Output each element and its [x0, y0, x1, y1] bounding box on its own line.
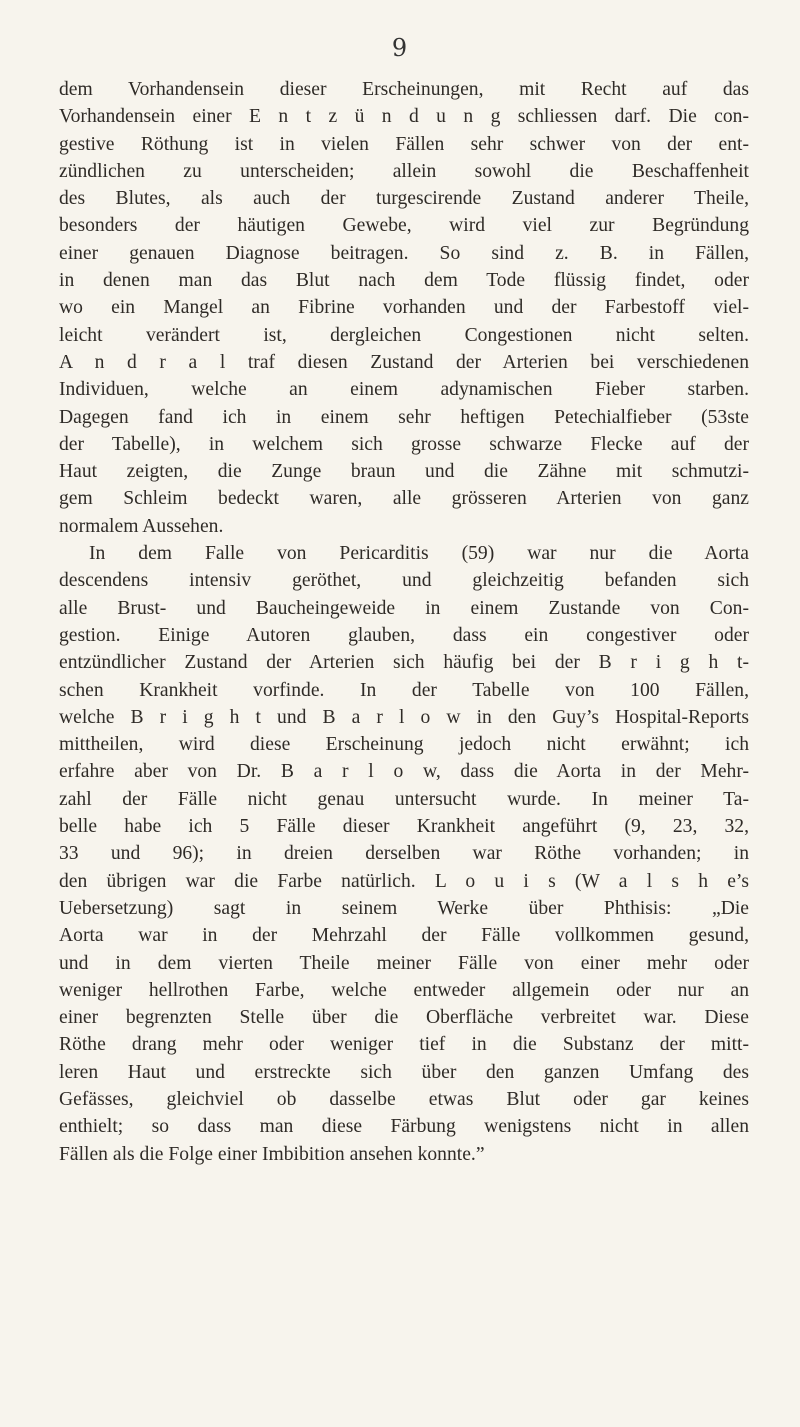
text-line: enthielt; so dass man diese Färbung wenigstens nicht in allen — [59, 1116, 749, 1138]
text-line: Dagegen fand ich in einem sehr heftigen Petechialfieber (53ste — [59, 406, 749, 428]
text-line: mittheilen, wird diese Erscheinung jedoch nicht erwähnt; ich — [59, 734, 749, 756]
text-line: zündlichen zu unterscheiden; allein sowohl die Beschaffenheit — [59, 160, 749, 182]
text-line: wo ein Mangel an Fibrine vorhanden und der Farbestoff viel- — [59, 297, 749, 319]
text-line: weniger hellrothen Farbe, welche entweder allgemein oder nur an — [59, 979, 749, 1001]
text-line: Individuen, welche an einem adynamischen Fieber starben. — [59, 379, 749, 401]
text-line: erfahre aber von Dr. B a r l o w, dass die Aorta in der Mehr- — [59, 761, 749, 783]
text-line: alle Brust- und Baucheingeweide in einem Zustande von Con- — [59, 597, 749, 619]
text-line: leicht verändert ist, dergleichen Congestionen nicht selten. — [59, 324, 749, 346]
text-line: Aorta war in der Mehrzahl der Fälle vollkommen gesund, — [59, 925, 749, 947]
text-line: der Tabelle), in welchem sich grosse schwarze Flecke auf der — [59, 433, 749, 455]
text-line: gestive Röthung ist in vielen Fällen sehr schwer von der ent- — [59, 133, 749, 155]
text-line: dem Vorhandensein dieser Erscheinungen, mit Recht auf das — [59, 79, 749, 100]
text-line: welche B r i g h t und B a r l o w in den Guy’s Hospital-Reports — [59, 706, 749, 728]
text-line: 33 und 96); in dreien derselben war Röthe vorhanden; in — [59, 843, 749, 865]
text-line: schen Krankheit vorfinde. In der Tabelle von 100 Fällen, — [59, 679, 749, 701]
text-line: Uebersetzung) sagt in seinem Werke über Phthisis: „Die — [59, 897, 749, 919]
text-line: Vorhandensein einer E n t z ü n d u n g schliessen darf. Die con- — [59, 106, 749, 128]
text-line: in denen man das Blut nach dem Tode flüssig findet, oder — [59, 270, 749, 292]
text-line: und in dem vierten Theile meiner Fälle von einer mehr oder — [59, 952, 749, 974]
text-line: leren Haut und erstreckte sich über den ganzen Umfang des — [59, 1061, 749, 1083]
text-line: gestion. Einige Autoren glauben, dass ein congestiver oder — [59, 624, 749, 646]
text-line: des Blutes, als auch der turgescirende Zustand anderer Theile, — [59, 188, 749, 210]
text-line: descendens intensiv geröthet, und gleichzeitig befanden sich — [59, 570, 749, 592]
paragraph-end-line: normalem Aussehen. — [59, 515, 224, 537]
text-line: Röthe drang mehr oder weniger tief in die Substanz der mitt- — [59, 1034, 749, 1056]
page-number: 9 — [391, 34, 409, 62]
text-line: Gefässes, gleichviel ob dasselbe etwas Blut oder gar keines — [59, 1088, 749, 1110]
paragraph-start-line: In dem Falle von Pericarditis (59) war nur die Aorta — [89, 543, 749, 565]
text-line: besonders der häutigen Gewebe, wird viel zur Begründung — [59, 215, 749, 237]
text-line: entzündlicher Zustand der Arterien sich häufig bei der B r i g h t- — [59, 652, 749, 674]
paragraph-end-line: Fällen als die Folge einer Imbibition ansehen konnte.” — [59, 1143, 485, 1165]
text-line: belle habe ich 5 Fälle dieser Krankheit angeführt (9, 23, 32, — [59, 816, 749, 838]
text-line: zahl der Fälle nicht genau untersucht wurde. In meiner Ta- — [59, 788, 749, 810]
text-line: A n d r a l traf diesen Zustand der Arterien bei verschiedenen — [59, 351, 749, 373]
text-line: einer genauen Diagnose beitragen. So sind z. B. in Fällen, — [59, 242, 749, 264]
text-line: einer begrenzten Stelle über die Oberfläche verbreitet war. Diese — [59, 1007, 749, 1029]
text-line: Haut zeigten, die Zunge braun und die Zähne mit schmutzi- — [59, 461, 749, 483]
text-line: gem Schleim bedeckt waren, alle grösseren Arterien von ganz — [59, 488, 749, 510]
body-text — [59, 76, 749, 1168]
text-line: den übrigen war die Farbe natürlich. L o u i s (W a l s h e’s — [59, 870, 749, 892]
